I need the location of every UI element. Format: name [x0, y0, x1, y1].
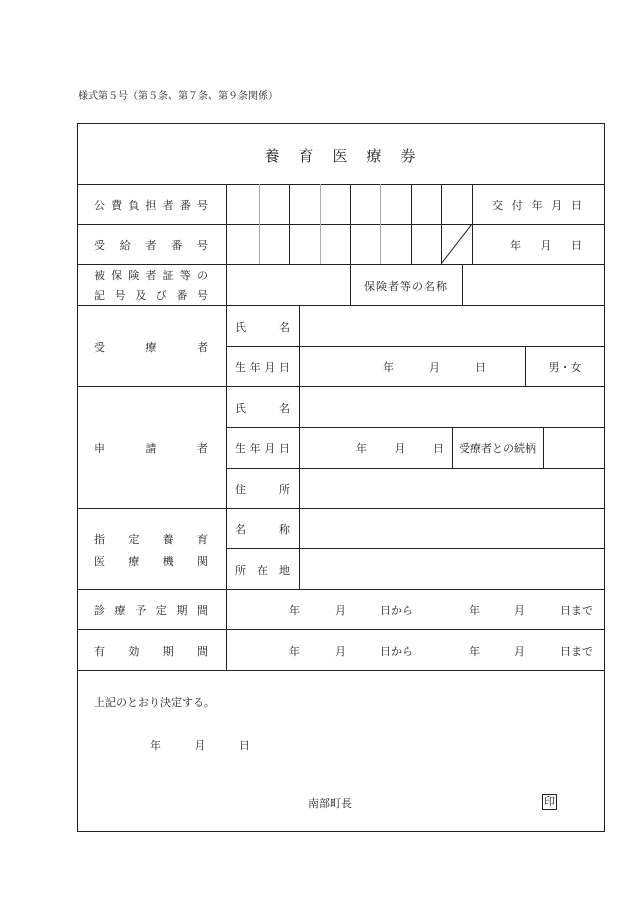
institution-label-2: 医 療 機 関 — [94, 555, 208, 568]
recipient-number-label: 受 給 者 番 号 — [94, 239, 208, 252]
divider — [226, 548, 605, 549]
divider — [77, 508, 605, 509]
decision-text: 上記のとおり決定する。 — [94, 696, 215, 709]
divider — [411, 184, 412, 264]
digit-divider — [380, 184, 381, 264]
divider — [226, 427, 605, 428]
insurer-name-label: 保険者等の名称 — [364, 280, 448, 293]
planned-from-month: 月 — [335, 604, 346, 617]
divider — [299, 305, 300, 589]
planned-to-month: 月 — [514, 604, 525, 617]
divider — [77, 670, 605, 671]
planned-period-label: 診 療 予 定 期 間 — [94, 604, 208, 617]
seal-mark: 印 — [544, 795, 555, 808]
planned-from-day: 日から — [380, 604, 413, 617]
valid-from-year: 年 — [289, 645, 300, 658]
applicant-dob-label: 生 年 月 日 — [235, 442, 290, 455]
divider — [77, 224, 605, 225]
valid-from-day: 日から — [380, 645, 413, 658]
divider — [226, 184, 227, 670]
digit-divider — [320, 184, 321, 264]
divider — [289, 184, 290, 264]
patient-dob-blank: 年 月 日 — [383, 361, 486, 374]
form-title: 養 育 医 療 券 — [264, 147, 418, 165]
valid-from-month: 月 — [335, 645, 346, 658]
divider — [77, 629, 605, 630]
issue-date-label: 交 付 年 月 日 — [492, 199, 582, 212]
divider — [77, 264, 605, 265]
divider — [462, 264, 463, 305]
patient-label: 受 療 者 — [94, 341, 208, 354]
divider — [543, 427, 544, 468]
location-label: 所 在 地 — [235, 564, 290, 577]
valid-period-label: 有 効 期 間 — [94, 645, 208, 658]
planned-to-year: 年 — [469, 604, 480, 617]
insurance-card-label-2: 記 号 及 び 番 号 — [94, 289, 208, 302]
planned-from-year: 年 — [289, 604, 300, 617]
applicant-dob-blank: 年 月 日 — [356, 442, 444, 455]
sex-choice: 男・女 — [548, 361, 582, 374]
institution-name-label: 名 称 — [235, 523, 290, 536]
digit-divider — [259, 184, 260, 264]
institution-label-1: 指 定 養 育 — [94, 533, 208, 546]
divider — [77, 184, 605, 185]
insurance-card-label-1: 被 保 険 者 証 等 の — [94, 269, 208, 282]
patient-dob-label: 生 年 月 日 — [235, 361, 290, 374]
valid-to-day: 日まで — [560, 645, 593, 658]
planned-to-day: 日まで — [560, 604, 593, 617]
relation-label: 受療者との続柄 — [459, 442, 536, 455]
patient-name-label: 氏 名 — [235, 321, 290, 334]
divider — [77, 589, 605, 590]
diagonal-slash — [441, 224, 472, 264]
applicant-name-label: 氏 名 — [235, 402, 290, 415]
valid-to-year: 年 — [469, 645, 480, 658]
divider — [226, 346, 605, 347]
divider — [226, 468, 605, 469]
mayor-title: 南部町長 — [308, 797, 352, 810]
form-number-header: 様式第５号（第５条、第７条、第９条関係） — [78, 91, 278, 102]
divider — [77, 305, 605, 306]
address-label: 住 所 — [235, 483, 290, 496]
divider — [77, 386, 605, 387]
payer-number-label: 公 費 負 担 者 番 号 — [94, 199, 208, 212]
issue-date-blank: 年 月 日 — [510, 239, 582, 252]
applicant-label: 申 請 者 — [94, 442, 208, 455]
form-frame — [77, 123, 605, 832]
divider — [472, 184, 473, 264]
valid-to-month: 月 — [514, 645, 525, 658]
decision-date-blank: 年 月 日 — [150, 739, 250, 752]
divider — [350, 184, 351, 264]
